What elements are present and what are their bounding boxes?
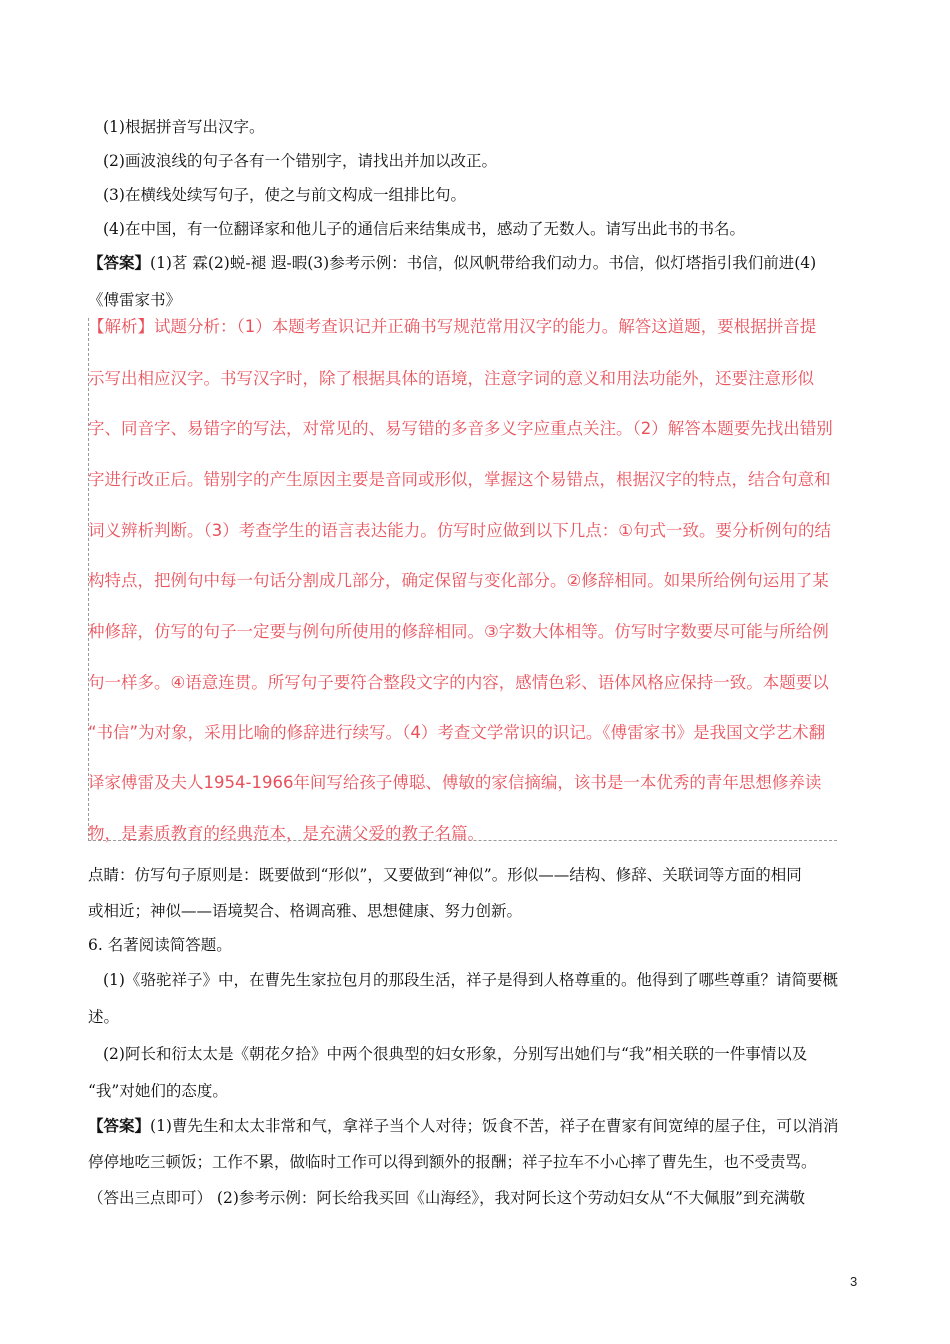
answer-label: 【答案】 [88,1116,151,1135]
analysis-line: 句一样多。④语意连贯。所写句子要符合整段文字的内容，感情色彩、语体风格应保持一致。本题要以 [88,673,829,692]
analysis-line: 译家傅雷及夫人1954-1966年间写给孩子傅聪、傅敏的家信摘编，该书是一本优秀的青年思想修养读 [88,773,822,792]
analysis-line: 构特点，把例句中每一句话分割成几部分，确定保留与变化部分。②修辞相同。如果所给例句运用了某 [88,571,829,590]
question-6-item-1-line-2: 述。 [88,1008,120,1026]
analysis-line: 字进行改正后。错别字的产生原因主要是音同或形似，掌握这个易错点，根据汉字的特点，结合句意和 [88,470,831,489]
question-5-item-1: (1)根据拼音写出汉字。 [103,118,265,136]
answer-6-text: (1)曹先生和太太非常和气，拿祥子当个人对待；饭食不苦，祥子在曹家有间宽绰的屋子住，可以消消 [150,1117,839,1135]
question-6-heading: 6. 名著阅读简答题。 [88,936,232,954]
answer-6-line-2: 停停地吃三顿饭；工作不累，做临时工作可以得到额外的报酬；祥子拉车不小心摔了曹先生，也不受责骂。 [88,1153,817,1171]
analysis-line: 词义辨析判断。（3）考查学生的语言表达能力。仿写时应做到以下几点：①句式一致。要分析例句的结 [88,521,832,540]
analysis-line: 字、同音字、易错字的写法，对常见的、易写错的多音多义字应重点关注。（2）解答本题要先找出错别 [88,419,833,438]
answer-5-line-1 [88,252,816,274]
answer-5-text: (1)茗 霖(2)蜕-褪 遐-暇(3)参考示例：书信，似风帆带给我们动力。书信，似灯塔指引我们前进(4) [150,254,817,272]
question-6-item-1-line-1: (1)《骆驼祥子》中，在曹先生家拉包月的那段生活，祥子是得到人格尊重的。他得到了哪些尊重？请简要概 [103,971,838,989]
page-number: 3 [850,1274,858,1289]
answer-6-line-3: （答出三点即可） (2)参考示例：阿长给我买回《山海经》，我对阿长这个劳动妇女从“不大佩服”到充满敬 [88,1189,805,1207]
question-6-item-2-line-2: “我”对她们的态度。 [88,1082,228,1100]
tip-line-2: 或相近；神似——语境契合、格调高雅、思想健康、努力创新。 [88,902,523,920]
analysis-line: 种修辞，仿写的句子一定要与例句所使用的修辞相同。③字数大体相等。仿写时字数要尽可能与所给例 [88,622,829,641]
question-5-item-2: (2)画波浪线的句子各有一个错别字，请找出并加以改正。 [103,152,497,170]
analysis-line: 示写出相应汉字。书写汉字时，除了根据具体的语境，注意字词的意义和用法功能外，还要注意形似 [88,369,814,388]
analysis-line: 物，是素质教育的经典范本，是充满父爱的教子名篇。 [88,824,484,843]
question-5-item-3: (3)在横线处续写句子，使之与前文构成一组排比句。 [103,186,466,204]
question-6-item-2-line-1: (2)阿长和衍太太是《朝花夕拾》中两个很典型的妇女形象，分别写出她们与“我”相关联的一件事情以及 [103,1045,808,1063]
analysis-line: “书信”为对象，采用比喻的修辞进行续写。（4）考查文学常识的识记。《傅雷家书》是我国文学艺术翻 [88,723,826,742]
tip-line-1: 点睛：仿写句子原则是：既要做到“形似”，又要做到“神似”。形似——结构、修辞、关联词等方面的相同 [88,866,802,884]
answer-5-line-2: 《傅雷家书》 [88,291,182,309]
question-5-item-4: (4)在中国，有一位翻译家和他儿子的通信后来结集成书，感动了无数人。请写出此书的书名。 [103,220,745,238]
answer-label: 【答案】 [88,253,151,272]
analysis-line: 【解析】试题分析：（1）本题考查识记并正确书写规范常用汉字的能力。解答这道题，要根据拼音提 [88,317,817,336]
answer-6-line-1 [88,1115,838,1137]
